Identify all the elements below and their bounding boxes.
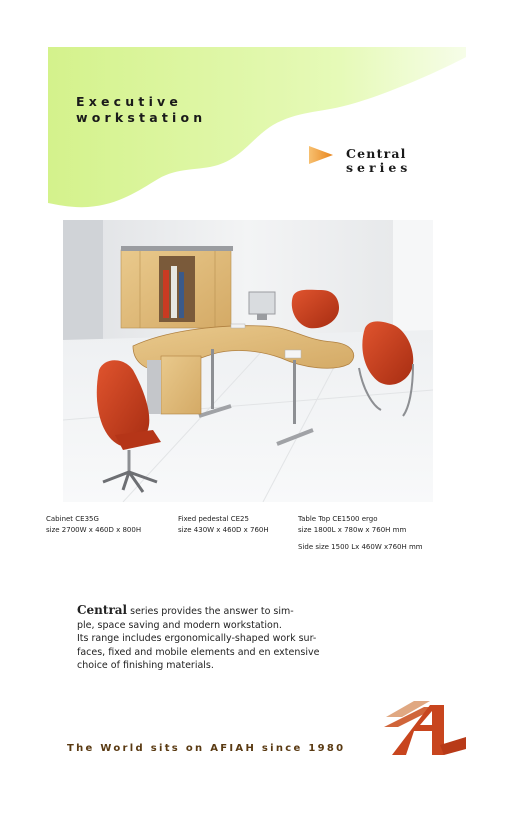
series-line-2: series: [346, 160, 412, 175]
spec-pedestal: [178, 514, 269, 536]
description-line-4: faces, fixed and mobile elements and en extensive: [77, 646, 320, 658]
spec-tabletop-name: Table Top CE1500 ergo: [298, 515, 378, 523]
description-line-2: ple, space saving and modern workstation.: [77, 619, 282, 631]
footer-slogan: The World sits on AFIAH since 1980: [67, 743, 346, 754]
description-line-3: Its range includes ergonomically-shaped work sur-: [77, 633, 317, 644]
header-band: [48, 47, 466, 217]
spec-side-size: Side size 1500 Lx 460W x760H mm: [298, 543, 423, 551]
description-line-5: choice of finishing materials.: [77, 660, 214, 671]
arrow-icon: [309, 146, 333, 164]
spec-tabletop: [298, 514, 423, 553]
spec-tabletop-size: size 1800L x 780w x 760H mm: [298, 526, 407, 534]
description-line-1: series provides the answer to sim-: [127, 606, 294, 617]
office-photo: [63, 220, 433, 502]
series-title: [346, 147, 411, 175]
spec-cabinet-size: size 2700W x 460D x 800H: [46, 526, 142, 534]
title-line-1: Executive: [76, 94, 183, 109]
brand-name: Central: [77, 603, 128, 617]
page-title: [76, 94, 206, 126]
spec-cabinet: [46, 514, 141, 536]
afiah-logo-icon: [384, 697, 466, 759]
product-description: [77, 604, 357, 673]
series-line-1: Central: [346, 146, 407, 161]
spec-pedestal-name: Fixed pedestal CE25: [178, 515, 249, 523]
title-line-2: workstation: [76, 110, 207, 125]
spec-pedestal-size: size 430W x 460D x 760H: [178, 526, 269, 534]
spec-cabinet-name: Cabinet CE35G: [46, 515, 99, 523]
